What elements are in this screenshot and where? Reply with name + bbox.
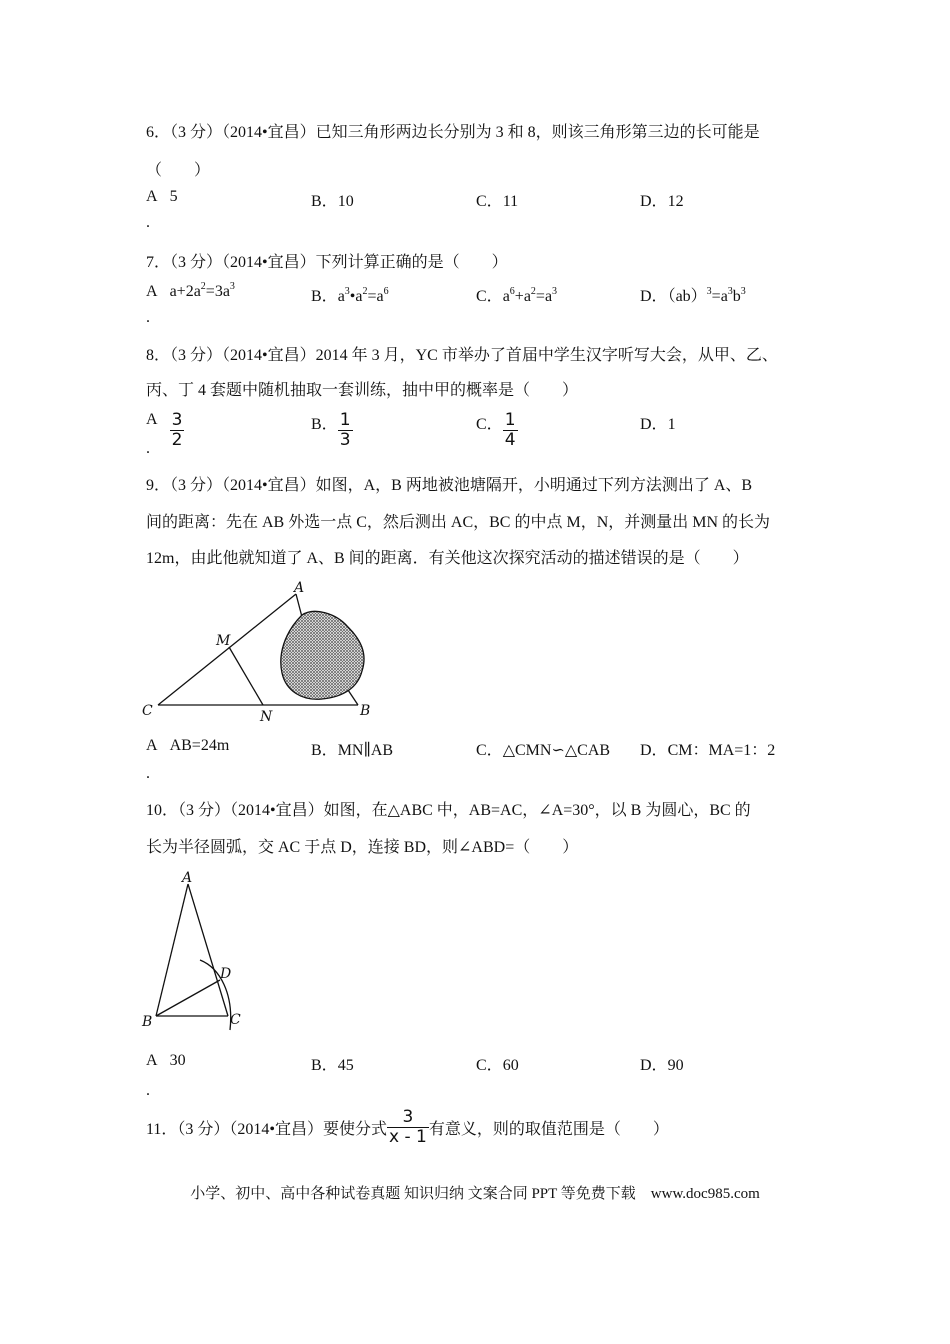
figure-label-m: M xyxy=(216,633,231,649)
q9-option-d: D．CM：MA=1：2 xyxy=(640,742,776,759)
figure-label-b: B xyxy=(360,703,371,719)
question-8-stem-line-1: 8．（3 分）（2014•宜昌）2014 年 3 月，YC 市举办了首届中学生汉字听写大会，从甲、乙、 xyxy=(146,347,778,364)
q8-option-b-fraction: $\frac{1}{3}$ xyxy=(339,410,351,450)
q10-option-d: D．90 xyxy=(640,1057,684,1074)
q9-option-a: A AB=24m xyxy=(146,737,230,754)
q10-option-c: C．60 xyxy=(476,1057,519,1074)
q7-option-c: C．$a^6+a^2=a^3$ xyxy=(476,286,558,305)
q9-option-b: B．MN∥AB xyxy=(311,742,394,759)
q10-option-a: A 30 xyxy=(146,1052,186,1069)
question-6-stem-line-1: 6．（3 分）（2014•宜昌）已知三角形两边长分别为 3 和 8，则该三角形第三边的长可能是 xyxy=(146,124,760,141)
side-ab xyxy=(156,884,188,1016)
q7-option-b: B．$a^3•a^2=a^6$ xyxy=(311,286,389,305)
q8-option-a-fraction: $\frac{3}{2}$ xyxy=(171,410,183,450)
figure-label-a: A xyxy=(294,580,305,596)
question-9-stem-line-1: 9．（3 分）（2014•宜昌）如图，A，B 两地被池塘隔开，小明通过下列方法测出了 A、B xyxy=(146,477,753,494)
q6-option-c: C．11 xyxy=(476,193,519,210)
q7-option-a: A $a+2a^2=3a^3$ xyxy=(146,281,235,300)
q10-option-dot: . xyxy=(146,1082,150,1099)
pond-figure xyxy=(136,575,386,725)
question-9-stem-line-3: 12m，由此他就知道了 A、B 间的距离．有关他这次探究活动的描述错误的是（ ） xyxy=(146,550,749,567)
figure-label-b: B xyxy=(142,1014,153,1030)
q6-option-b: B．10 xyxy=(311,193,354,210)
q8-option-c-fraction: $\frac{1}{4}$ xyxy=(504,410,516,450)
question-10-stem-line-2: 长为半径圆弧，交 AC 于点 D，连接 BD，则∠ABD=（ ） xyxy=(146,839,579,856)
q8-option-d: D．1 xyxy=(640,416,676,433)
pond-shape xyxy=(281,611,364,699)
q9-option-dot: . xyxy=(146,765,150,782)
q7-option-dot: . xyxy=(146,309,150,326)
question-9-stem-line-2: 间的距离：先在 AB 外选一点 C，然后测出 AC，BC 的中点 M，N，并测量出 MN 的长为 xyxy=(146,514,771,531)
q6-option-d: D．12 xyxy=(640,193,684,210)
q11-fraction: $\frac{3}{x - 1}$ xyxy=(389,1107,427,1147)
question-6-stem-line-2: （ ） xyxy=(146,162,211,179)
figure-label-c: C xyxy=(142,703,153,719)
q8-option-a: A $\frac{3}{2}$ xyxy=(146,410,183,450)
figure-label-a: A xyxy=(182,870,193,886)
q7-option-d: D．$(ab)^3=a^3b^3$ xyxy=(640,286,746,305)
q8-option-dot: . xyxy=(146,440,150,457)
triangle-abd-figure xyxy=(138,868,258,1038)
side-ac xyxy=(188,884,228,1016)
question-10-stem-line-1: 10．（3 分）（2014•宜昌）如图，在△ABC 中，AB=AC，∠A=30°，以 B 为圆心，BC 的 xyxy=(146,802,751,819)
question-11-stem: 11．（3 分）（2014•宜昌）要使分式 $\frac{3}{x - 1}$ 有意义，则的取值范围是（ ） xyxy=(146,1107,669,1147)
question-8-stem-line-2: 丙、丁 4 套题中随机抽取一套训练，抽中甲的概率是（ ） xyxy=(146,382,579,399)
q6-option-dot: . xyxy=(146,214,150,231)
segment-bd xyxy=(156,980,220,1016)
question-7-stem: 7．（3 分）（2014•宜昌）下列计算正确的是（ ） xyxy=(146,254,508,271)
page-footer: 小学、初中、高中各种试卷真题 知识归纳 文案合同 PPT 等免费下载 www.doc985.com xyxy=(190,1186,760,1202)
q8-option-c: C． $\frac{1}{4}$ xyxy=(476,410,516,450)
q10-option-b: B．45 xyxy=(311,1057,354,1074)
q9-option-c: C．△CMN∽△CAB xyxy=(476,742,611,759)
q6-option-a: A 5 xyxy=(146,188,178,205)
figure-label-d: D xyxy=(220,966,232,982)
q8-option-b: B． $\frac{1}{3}$ xyxy=(311,410,351,450)
figure-label-n: N xyxy=(260,709,273,725)
figure-label-c: C xyxy=(230,1012,241,1028)
